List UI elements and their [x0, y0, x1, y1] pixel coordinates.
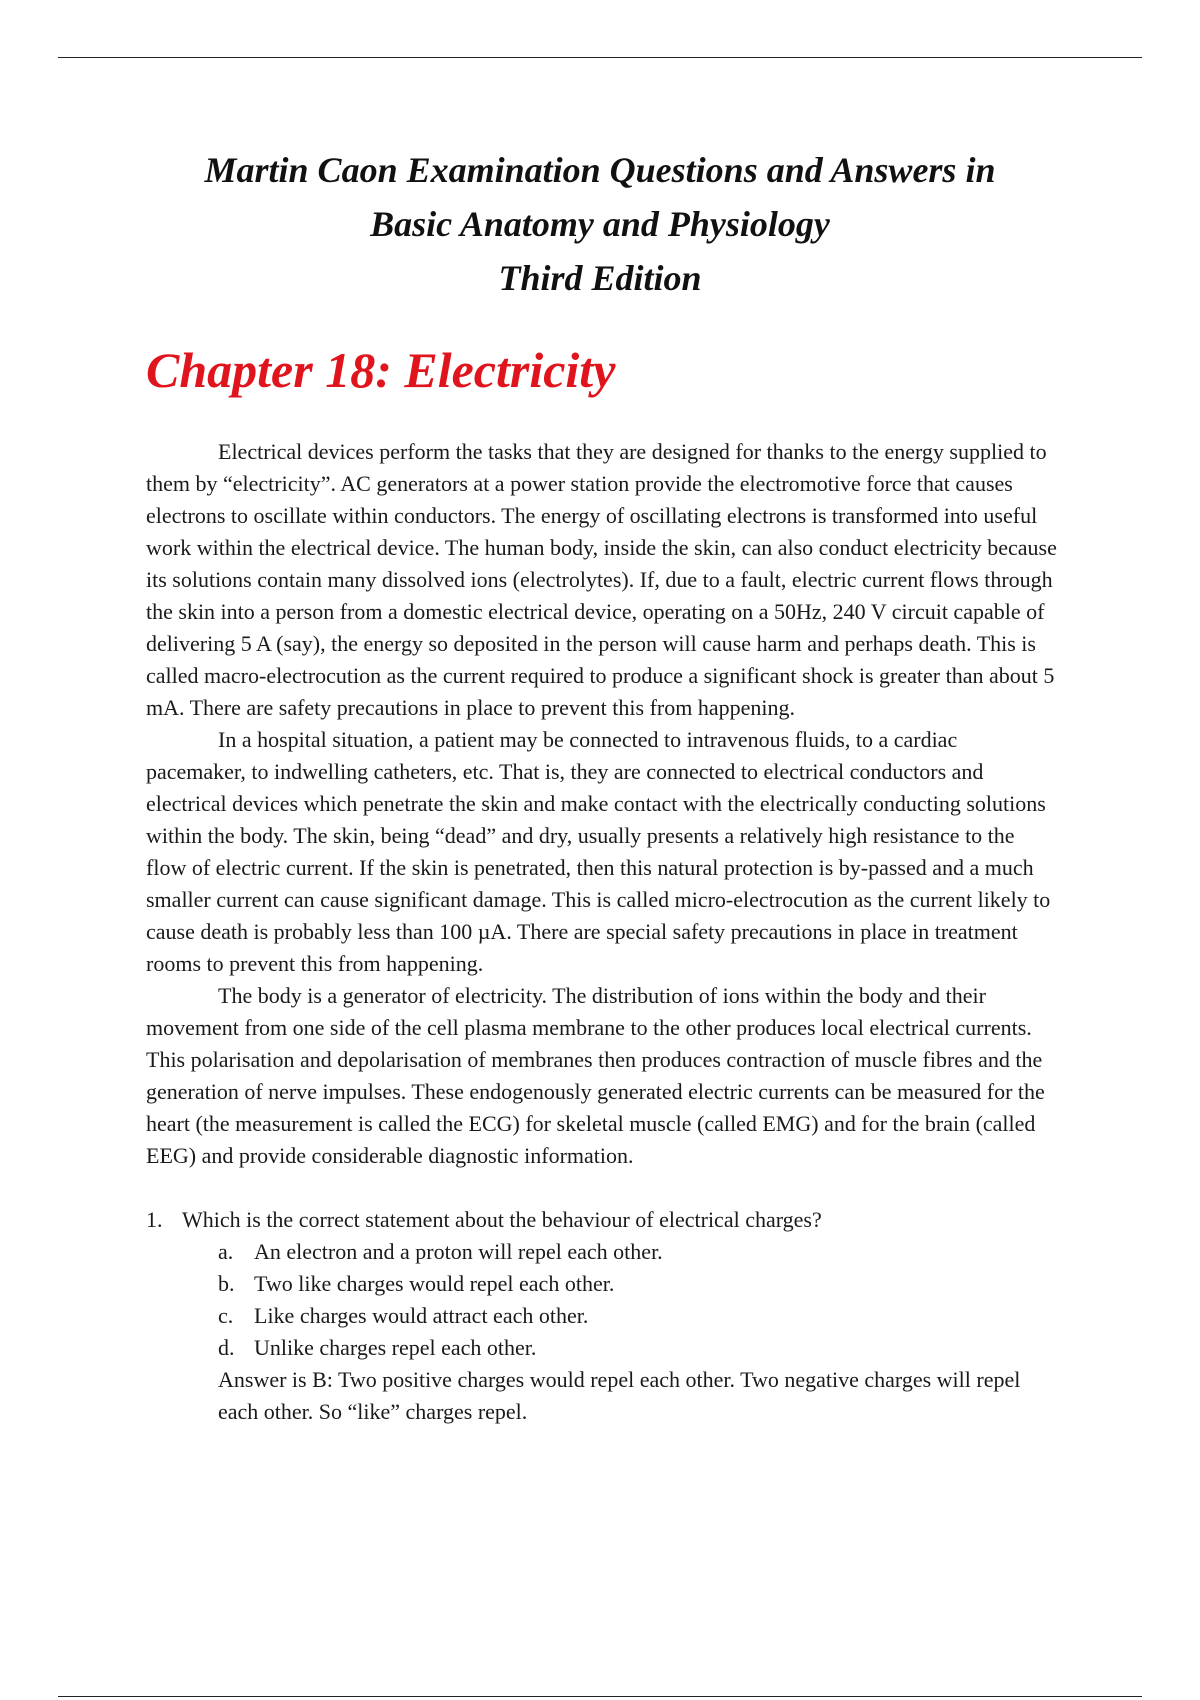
option-text: An electron and a proton will repel each other. [254, 1239, 663, 1264]
intro-paragraph-1: Electrical devices perform the tasks that they are designed for thanks to the energy supplied to them by “electricity”. AC generators at a power station provide the electromotive force that causes electrons to oscillate within conductors. The energy of oscillating electrons is transformed into useful work within the electrical device. The human body, inside the skin, can also conduct electricity because its solutions contain many dissolved ions (electrolytes). If, due to a fault, electric current flows through the skin into a person from a domestic electrical device, operating on a 50Hz, 240 V circuit capable of delivering 5 A (say), the energy so deposited in the person will cause harm and perhaps death. This is called macro-electrocution as the current required to produce a significant shock is greater than about 5 mA. There are safety precautions in place to prevent this from happening. [146, 439, 1057, 720]
book-title-line-3: Third Edition [498, 258, 702, 298]
option-text: Two like charges would repel each other. [254, 1271, 615, 1296]
book-title [100, 143, 1100, 305]
intro-paragraph-2: In a hospital situation, a patient may be connected to intravenous fluids, to a cardiac pacemaker, to indwelling catheters, etc. That is, they are connected to electrical conductors and electrical devices which penetrate the skin and make contact with the electrically conducting solutions within the body. The skin, being “dead” and dry, usually presents a relatively high resistance to the flow of electric current. If the skin is penetrated, then this natural protection is by-passed and a much smaller current can cause significant damage. This is called micro-electrocution as the current likely to cause death is probably less than 100 µA. There are special safety precautions in place in treatment rooms to prevent this from happening. [146, 727, 1051, 976]
option-list [218, 1236, 1058, 1364]
book-title-line-2: Basic Anatomy and Physiology [370, 204, 830, 244]
option-letter: b. [218, 1271, 235, 1296]
option-text: Unlike charges repel each other. [254, 1335, 537, 1360]
question-text: Which is the correct statement about the behaviour of electrical charges? [182, 1207, 822, 1232]
option-c [218, 1300, 1058, 1332]
intro-paragraph-3: The body is a generator of electricity. The distribution of ions within the body and their movement from one side of the cell plasma membrane to the other produces local electrical currents. This polarisation and depolarisation of membranes then produces contraction of muscle fibres and the generation of nerve impulses. These endogenously generated electric currents can be measured for the heart (the measurement is called the ECG) for skeletal muscle (called EMG) and for the brain (called EEG) and provide considerable diagnostic information. [146, 983, 1045, 1168]
option-a [218, 1236, 1058, 1268]
option-letter: c. [218, 1303, 234, 1328]
chapter-title: Chapter 18: Electricity [146, 342, 616, 398]
bottom-rule [58, 1696, 1142, 1697]
question-number: 1. [146, 1207, 163, 1232]
book-title-line-1: Martin Caon Examination Questions and Answers in [204, 150, 996, 190]
document-body [146, 436, 1058, 1428]
option-letter: d. [218, 1335, 235, 1360]
option-letter: a. [218, 1239, 234, 1264]
question-stem [146, 1204, 1058, 1236]
option-d [218, 1332, 1058, 1364]
top-rule [58, 57, 1142, 58]
answer-text: Answer is B: Two positive charges would repel each other. Two negative charges will repel each other. So “like” charges repel. [218, 1367, 1021, 1424]
question-1 [146, 1204, 1058, 1428]
option-text: Like charges would attract each other. [254, 1303, 589, 1328]
option-b [218, 1268, 1058, 1300]
